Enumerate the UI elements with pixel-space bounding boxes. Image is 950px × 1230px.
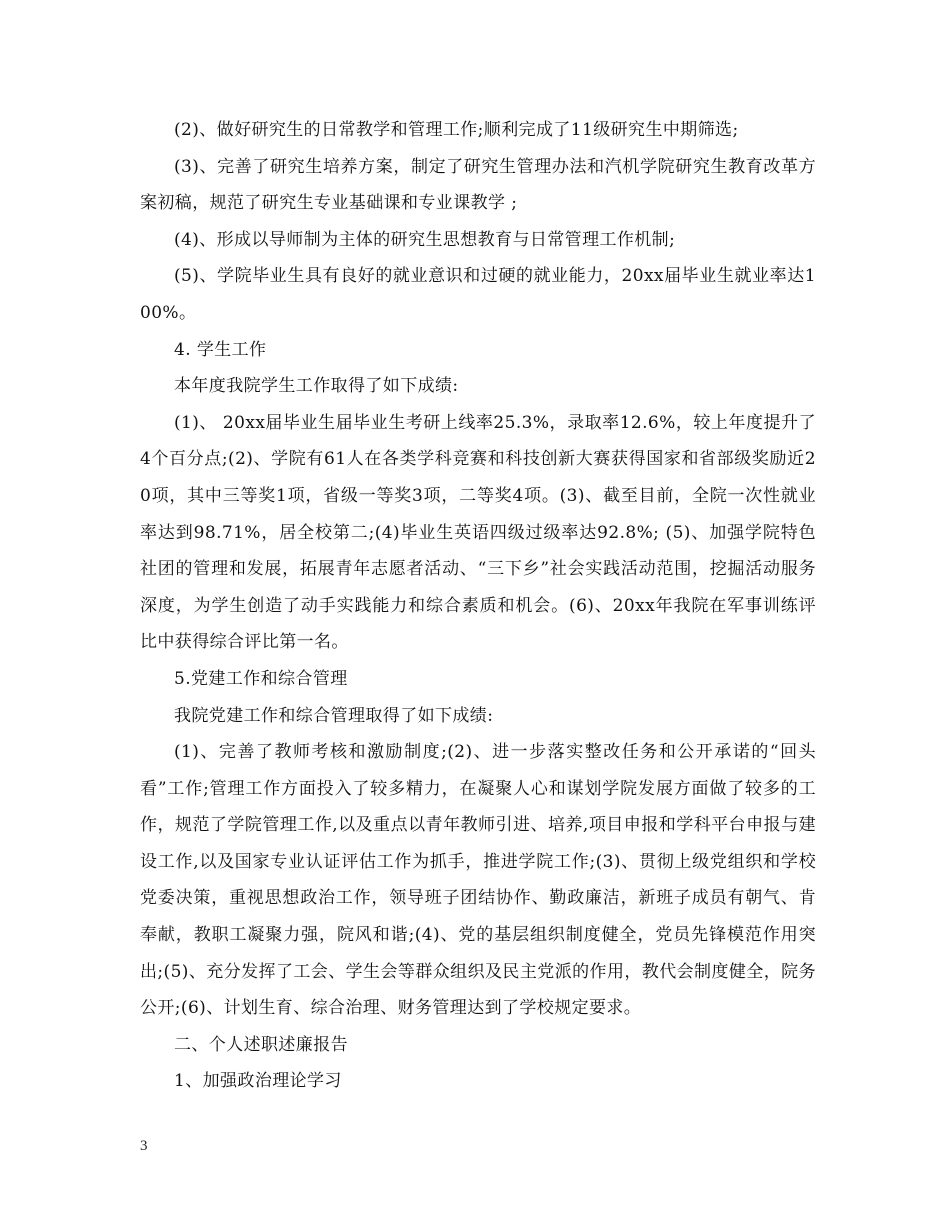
- section-heading-party-building: 5.党建工作和综合管理: [174, 668, 348, 689]
- paragraph-party-building-intro: 我院党建工作和综合管理取得了如下成绩:: [174, 705, 494, 726]
- paragraph-grad-daily-teaching: (2)、做好研究生的日常教学和管理工作;顺利完成了11级研究生中期筛选;: [174, 120, 739, 140]
- subsection-heading-political-study: 1、加强政治理论学习: [174, 1071, 342, 1092]
- paragraph-graduate-employment: (5)、学院毕业生具有良好的就业意识和过硬的就业能力，20xx届毕业生就业率达100%。: [140, 266, 816, 323]
- paragraph-party-building-achievements: (1)、完善了教师考核和激励制度;(2)、进一步落实整改任务和公开承诺的“回头看”工作;管理工作方面投入了较多精力，在凝聚人心和谋划学院发展方面做了较多的工作，规范了学院管理工作,以及重点以青年教师引进、培养,项目申报和学科平台申报与建设工作,以及国家专业认证评估工作为抓手，推进学院工作;(3)、贯彻上级党组织和学校党委决策，重视思想政治工作，领导班子团结协作、勤政廉洁，新班子成员有朝气、肯奉献，教职工凝聚力强，院风和谐;(4)、党的基层组织制度健全，党员先锋模范作用突出;(5)、充分发挥了工会、学生会等群众组织及民主党派的作用，教代会制度健全，院务公开;(6)、计划生育、综合治理、财务管理达到了学校规定要求。: [140, 742, 816, 1019]
- paragraph-student-work-achievements: (1)、 20xx届毕业生届毕业生考研上线率25.3%，录取率12.6%，较上年度提升了4个百分点;(2)、学院有61人在各类学科竞赛和科技创新大赛获得国家和省部级奖励近20项，其中三等奖1项，省级一等奖3项，二等奖4项。(3)、截至目前，全院一次性就业率达到98.71%，居全校第二;(4)毕业生英语四级过级率达92.8%; (5)、加强学院特色社团的管理和发展，拓展青年志愿者活动、“三下乡”社会实践活动范围，挖掘活动服务深度，为学生创造了动手实践能力和综合素质和机会。(6)、20xx年我院在军事训练评比中获得综合评比第一名。: [140, 412, 816, 653]
- section-heading-personal-report: 二、个人述职述廉报告: [174, 1034, 348, 1055]
- paragraph-grad-mentor-system: (4)、形成以导师制为主体的研究生思想教育与日常管理工作机制;: [174, 229, 676, 250]
- paragraph-grad-training-plan: (3)、完善了研究生培养方案，制定了研究生管理办法和汽机学院研究生教育改革方案初稿，规范了研究生专业基础课和专业课教学 ;: [140, 156, 816, 214]
- section-heading-student-work: 4. 学生工作: [174, 339, 267, 360]
- page-number: 3: [140, 1138, 148, 1154]
- paragraph-student-work-intro: 本年度我院学生工作取得了如下成绩:: [174, 376, 459, 397]
- document-body: [140, 112, 816, 1100]
